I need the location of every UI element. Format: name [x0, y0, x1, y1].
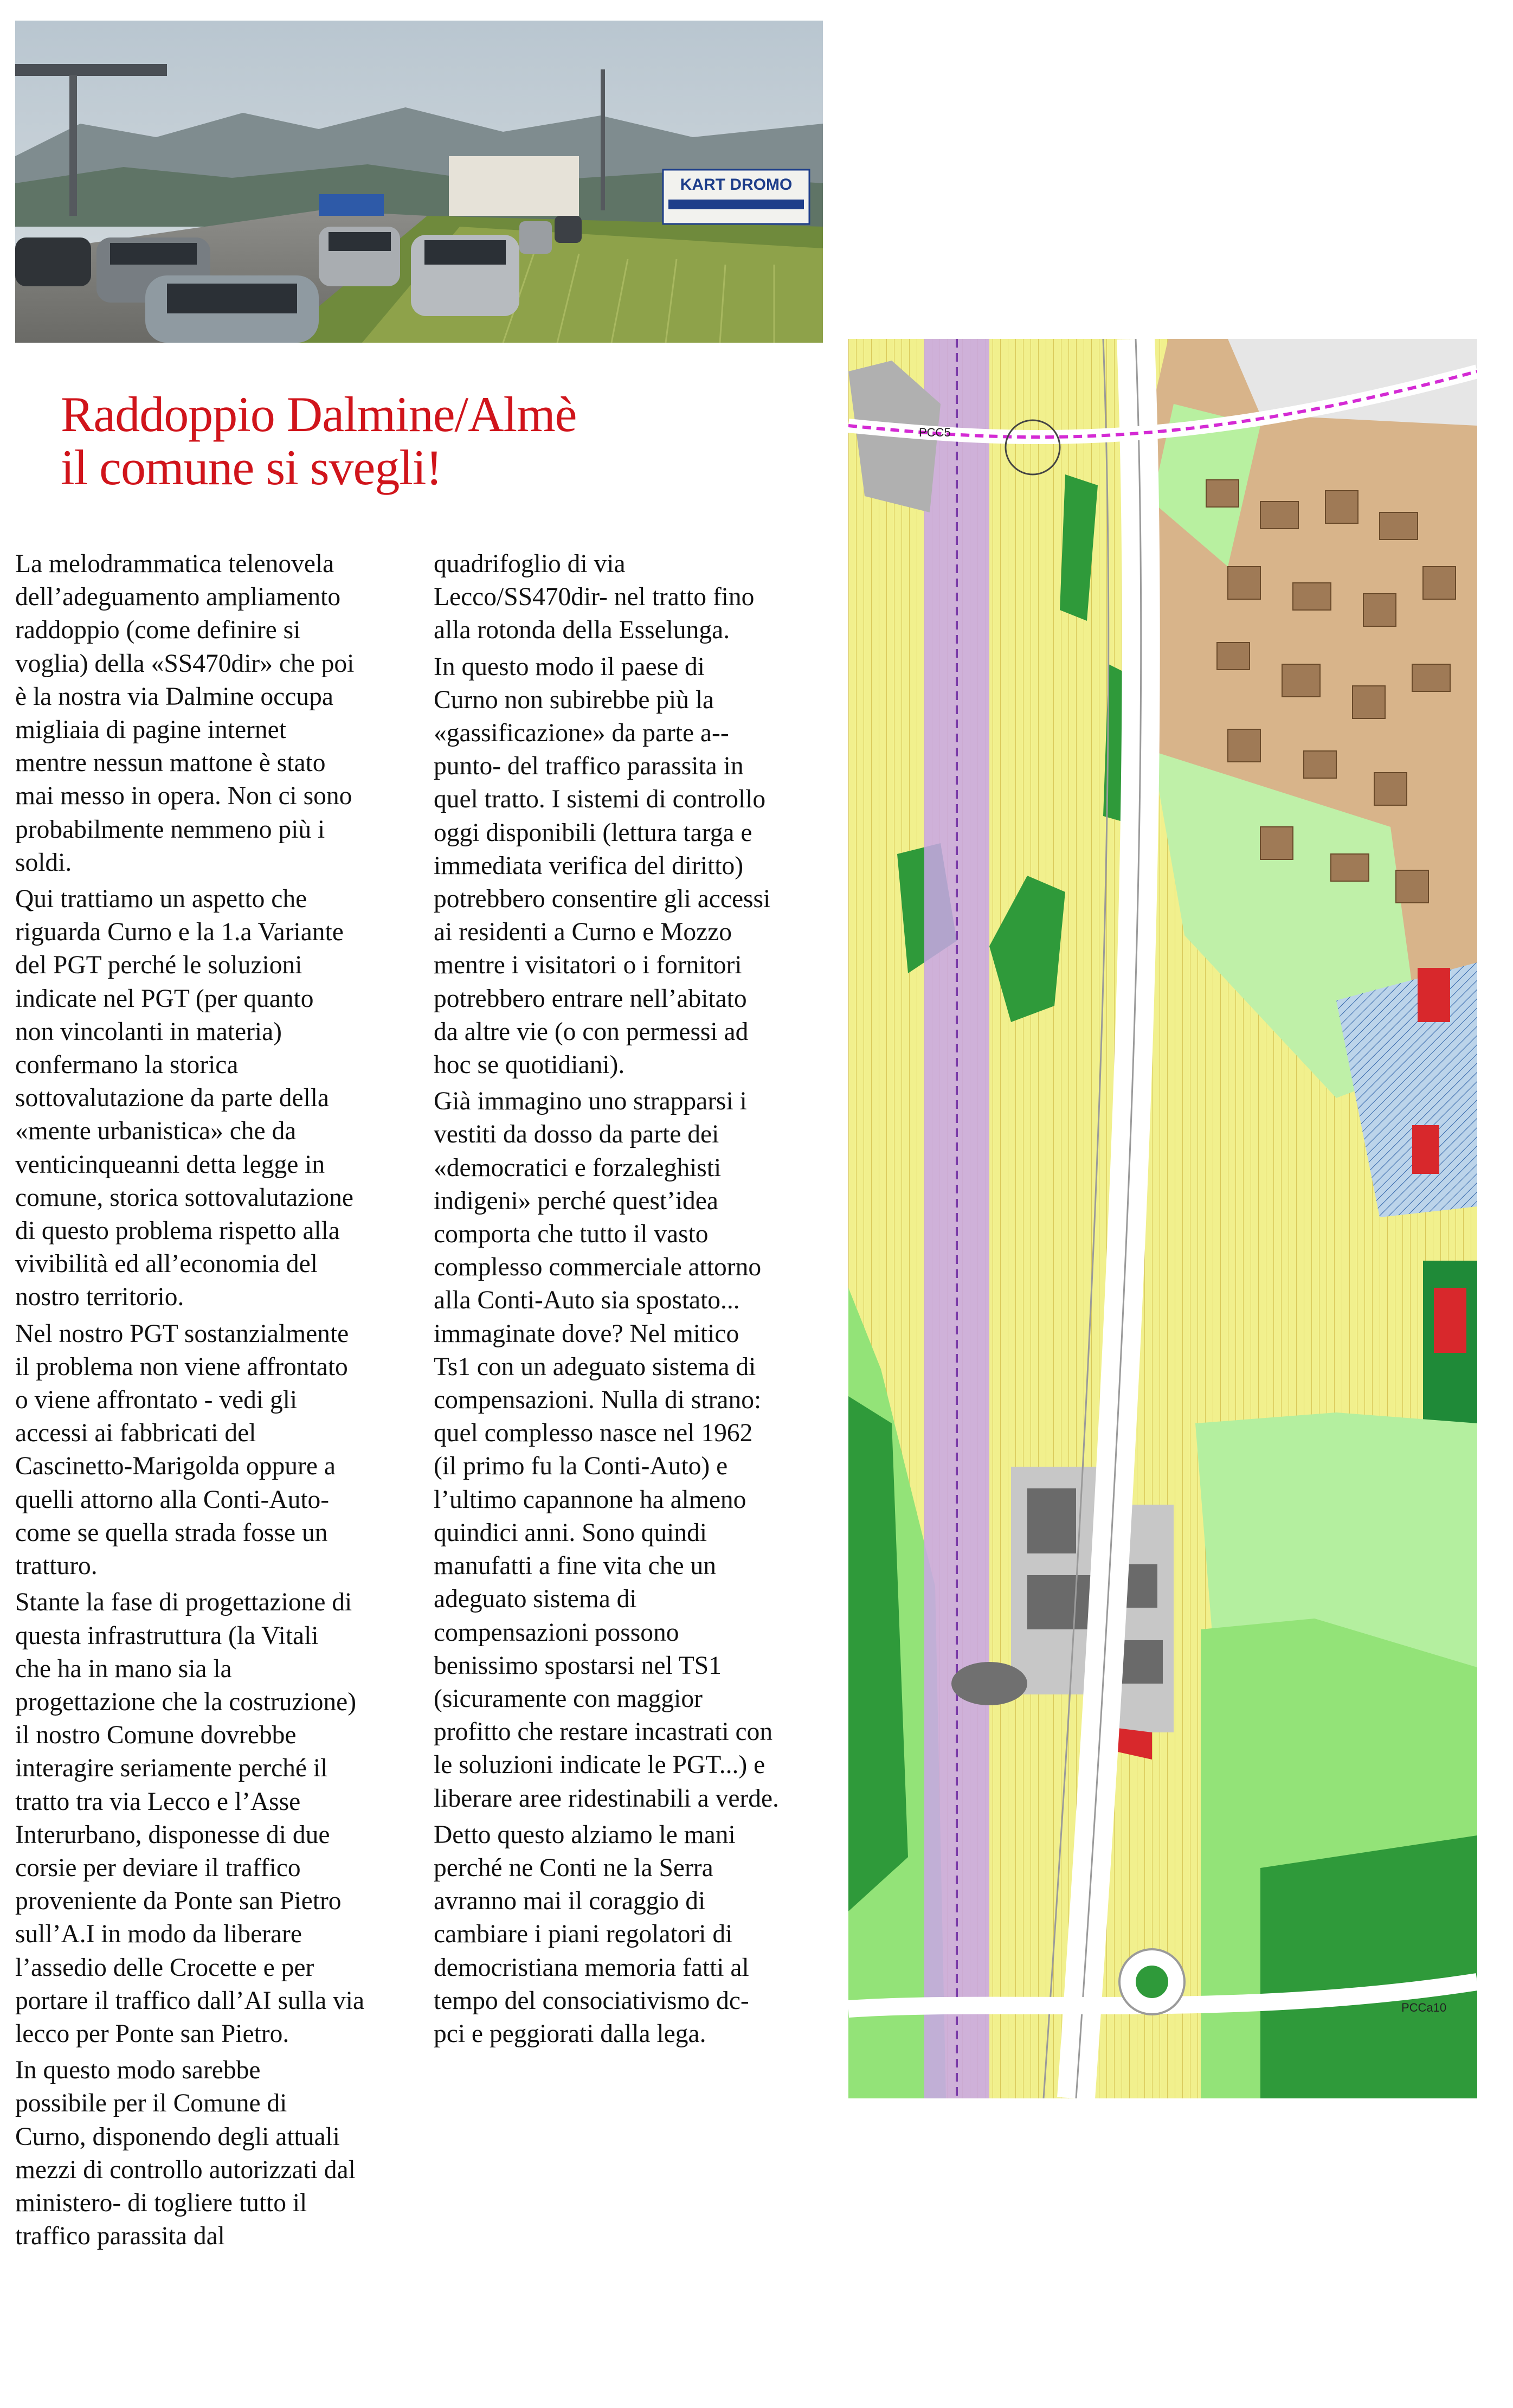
- traffic-photo: [15, 21, 823, 343]
- pgt-map-drawing: [848, 339, 1477, 2098]
- article-title: [61, 388, 765, 494]
- traffic-photo-drawing: [15, 21, 823, 343]
- article-column-1: [15, 548, 416, 2253]
- pgt-map: [848, 339, 1477, 2098]
- paragraph: Nel nostro PGT sostanzialmente il problema non viene affrontato o viene affrontato - vedi gli accessi ai fabbricati del Cascinetto-Marigolda oppure a quelli attorno alla Conti-Auto- come se quella strada fosse un tratturo.: [15, 1319, 349, 1581]
- paragraph: Già immagino uno strapparsi i vestiti da dosso da parte dei «democratici e forzaleghisti indigeni» perché quest’idea comporta che tutto il vasto complesso commerciale attorno alla Conti-Auto sia spostato... immaginate dove? Nel mitico Ts1 con un adeguato sistema di compensazioni. Nulla di strano: quel complesso nasce nel 1962 (il primo fu la Conti-Auto) e l’ultimo capannone ha almeno quindici anni. Sono quindi manufatti a fine vita che un adeguato sistema di compensazioni possono benissimo spostarsi nel TS1 (sicuramente con maggior profitto che restare incastrati con le soluzioni indicate le PGT...) e liberare aree ridestinabili a verde.: [434, 1087, 779, 1813]
- billboard-brand: KART DROMO: [680, 176, 793, 194]
- paragraph: Stante la fase di progettazione di questa infrastruttura (la Vitali che ha in mano sia la progettazione che la costruzione) il nostro Comune dovrebbe interagire seriamente perché il tratto tra via Lecco e l’Asse Interurbano, disponesse di due corsie per deviare il traffico proveniente da Ponte san Pietro sull’A.I in modo da liberare l’assedio delle Crocette e per portare il traffico dall’AI sulla via lecco per Ponte san Pietro.: [15, 1588, 365, 2048]
- paragraph: quadrifoglio di via Lecco/SS470dir- nel tratto fino alla rotonda della Esselunga.: [434, 550, 755, 645]
- title-line-2: il comune si svegli!: [61, 440, 442, 495]
- paragraph: Qui trattiamo un aspetto che riguarda Curno e la 1.a Variante del PGT perché le soluzioni indicate nel PGT (per quanto non vincolanti in materia) confermano la storica sottovalutazione da parte della «mente urbanistica» che da venticinqueanni detta legge in comune, storica sottovalutazione di questo problema rispetto alla vivibilità ed all’economia del nostro territorio.: [15, 885, 353, 1312]
- paragraph: In questo modo sarebbe possibile per il Comune di Curno, disponendo degli attuali mezzi di controllo autorizzati dal ministero- di togliere tutto il traffico parassita dal: [15, 2056, 356, 2251]
- paragraph: In questo modo il paese di Curno non subirebbe più la «gassificazione» da parte a-- punto- del traffico parassita in quel tratto. I sistemi di controllo oggi disponibili (lettura targa e immediata verifica del diritto) potrebbero consentire gli accessi ai residenti a Curno e Mozzo mentre i visitatori o i fornitori potrebbero entrare nell’abitato da altre vie (o con permessi ad hoc se quotidiani).: [434, 652, 771, 1080]
- map-label-pcc: PCC5: [919, 426, 951, 439]
- paragraph: Detto questo alziamo le mani perché ne Conti ne la Serra avranno mai il coraggio di cambiare i piani regolatori di democristiana memoria fatti al tempo del consociativismo dc- pci e peggiorati dalla lega.: [434, 1820, 749, 2048]
- paragraph: La melodrammatica telenovela dell’adeguamento ampliamento raddoppio (come definire si voglia) della «SS470dir» che poi è la nostra via Dalmine occupa migliaia di pagine internet mentre nessun mattone è stato mai messo in opera. Non ci sono probabilmente nemmeno più i soldi.: [15, 550, 355, 877]
- map-label-pcca10: PCCa10: [1401, 2001, 1447, 2014]
- article-column-2: [434, 548, 835, 2051]
- title-line-1: Raddoppio Dalmine/Almè: [61, 387, 577, 442]
